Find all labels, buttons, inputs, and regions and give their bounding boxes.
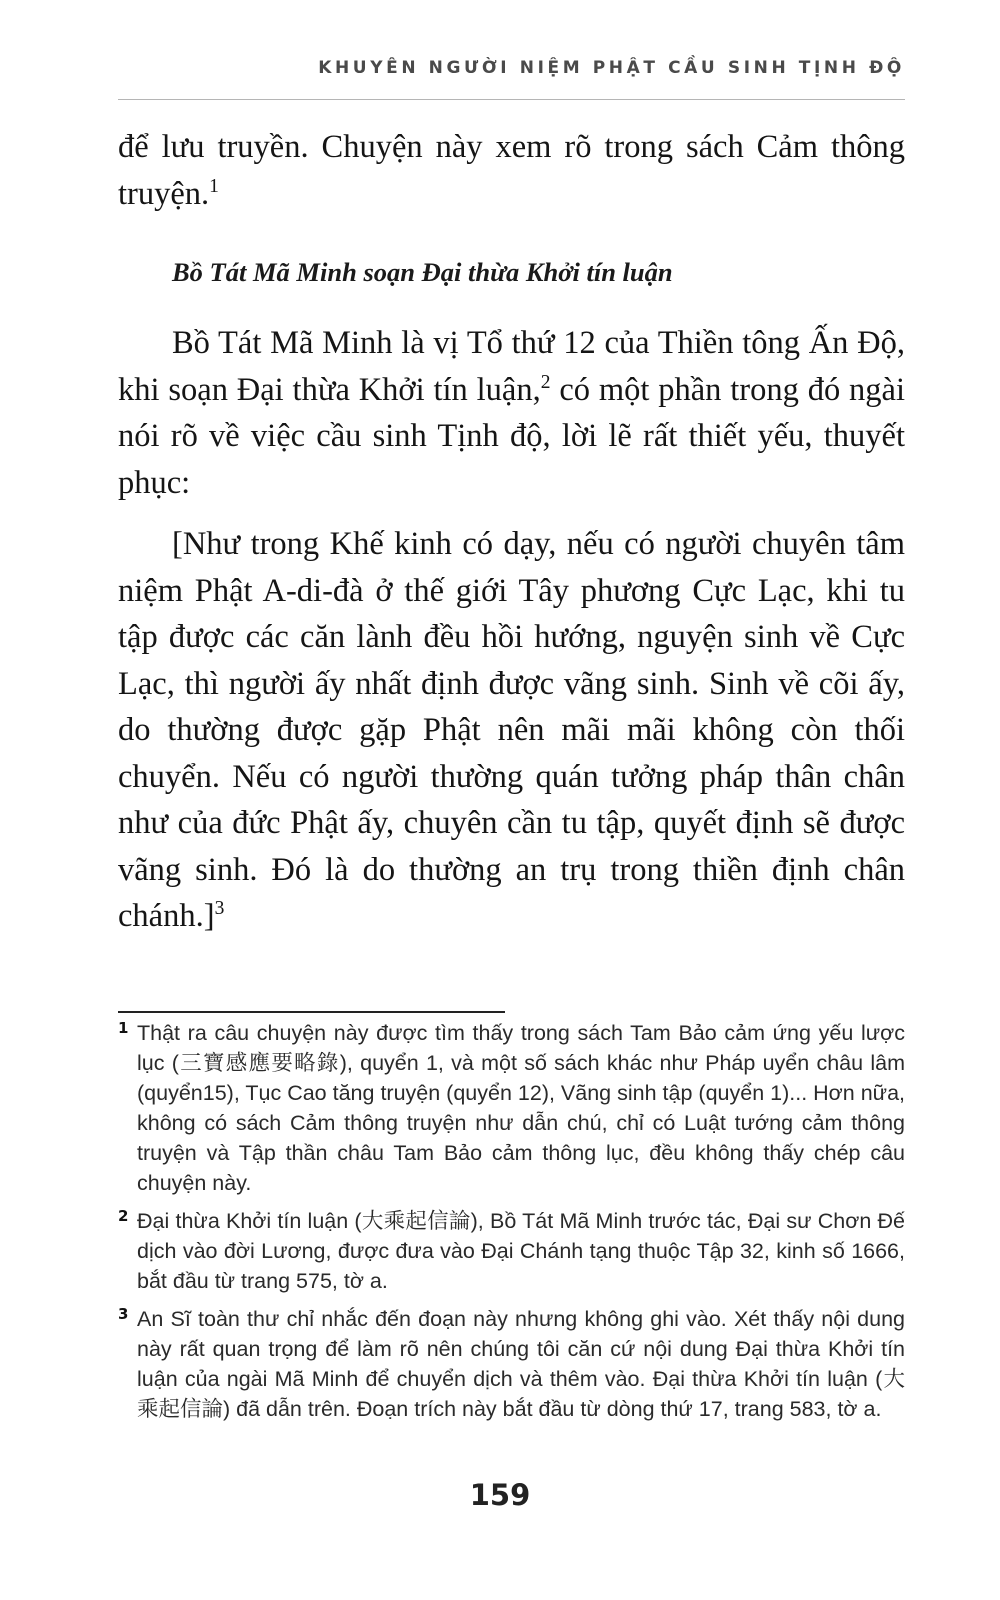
footnotes	[118, 1018, 905, 1432]
footnote-2-text: Đại thừa Khởi tín luận (大乘起信論), Bồ Tát Mã Minh trước tác, Đại sư Chơn Đế dịch vào đời Lương, được đưa vào Đại Chánh tạng thuộc Tập 32, kinh số 1666, bắt đầu từ trang 575, tờ a.	[137, 1209, 905, 1293]
footnote-3	[118, 1304, 905, 1424]
intro-paragraph	[118, 320, 905, 506]
footnote-ref-2[interactable]: 2	[540, 371, 551, 393]
footnote-2	[118, 1206, 905, 1296]
section-heading: Bồ Tát Mã Minh soạn Đại thừa Khởi tín luận	[172, 257, 673, 287]
quote-paragraph	[118, 521, 905, 940]
footnote-ref-1[interactable]: 1	[209, 175, 219, 197]
footnote-3-text: An Sĩ toàn thư chỉ nhắc đến đoạn này nhưng không ghi vào. Xét thấy nội dung này rất quan trọng để làm rõ nên chúng tôi căn cứ nội dung Đại thừa Khởi tín luận của ngài Mã Minh để chuyển dịch và thêm vào. Đại thừa Khởi tín luận (大乘起信論) đã dẫn trên. Đoạn trích này bắt đầu từ dòng thứ 17, trang 583, tờ a.	[137, 1307, 905, 1421]
main-text	[118, 124, 905, 940]
continued-paragraph-text: để lưu truyền. Chuyện này xem rõ trong sách Cảm thông truyện.	[118, 129, 905, 212]
footnote-divider	[118, 1011, 505, 1013]
header-divider	[118, 99, 905, 100]
intro-paragraph-text-b: có một phần trong đó ngài nói rõ về việc cầu sinh Tịnh độ, lời lẽ rất thiết yếu, thuyết phục:	[118, 371, 906, 501]
footnote-1	[118, 1018, 905, 1198]
footnote-ref-3[interactable]: 3	[214, 898, 225, 920]
continued-paragraph	[118, 124, 905, 217]
page-number: 159	[469, 1478, 531, 1512]
quote-paragraph-text: [Như trong Khế kinh có dạy, nếu có người chuyên tâm niệm Phật A-di-đà ở thế giới Tây phương Cực Lạc, khi tu tập được các căn lành đều hồi hướng, nguyện sinh về Cực Lạc, thì người ấy nhất định được vãng sinh. Sinh về cõi ấy, do thường được gặp Phật nên mãi mãi không còn thối chuyển. Nếu có người thường quán tưởng pháp thân chân như của đức Phật ấy, chuyên cần tu tập, quyết định sẽ được vãng sinh. Đó là do thường an trụ trong thiền định chân chánh.]	[118, 526, 905, 934]
running-header: KHUYÊN NGƯỜI NIỆM PHẬT CẦU SINH TỊNH ĐỘ	[318, 58, 905, 78]
intro-paragraph-text-a: Bồ Tát Mã Minh là vị Tổ thứ 12 của Thiền tông Ấn Độ, khi soạn Đại thừa Khởi tín luận,	[118, 325, 905, 408]
footnote-3-mark: 3	[118, 1305, 129, 1323]
footnote-1-text: Thật ra câu chuyện này được tìm thấy trong sách Tam Bảo cảm ứng yếu lược lục (三寶感應要略錄), quyển 1, và một số sách khác như Pháp uyển châu lâm (quyển15), Tục Cao tăng truyện (quyển 12), Vãng sinh tập (quyển 1)... Hơn nữa, không có sách Cảm thông truyện như dẫn chú, chỉ có Luật tướng cảm thông truyện và Tập thần châu Tam Bảo cảm thông lục, đều không thấy chép câu chuyện này.	[137, 1021, 905, 1195]
footnote-2-mark: 2	[118, 1207, 129, 1225]
footnote-1-mark: 1	[118, 1019, 129, 1037]
